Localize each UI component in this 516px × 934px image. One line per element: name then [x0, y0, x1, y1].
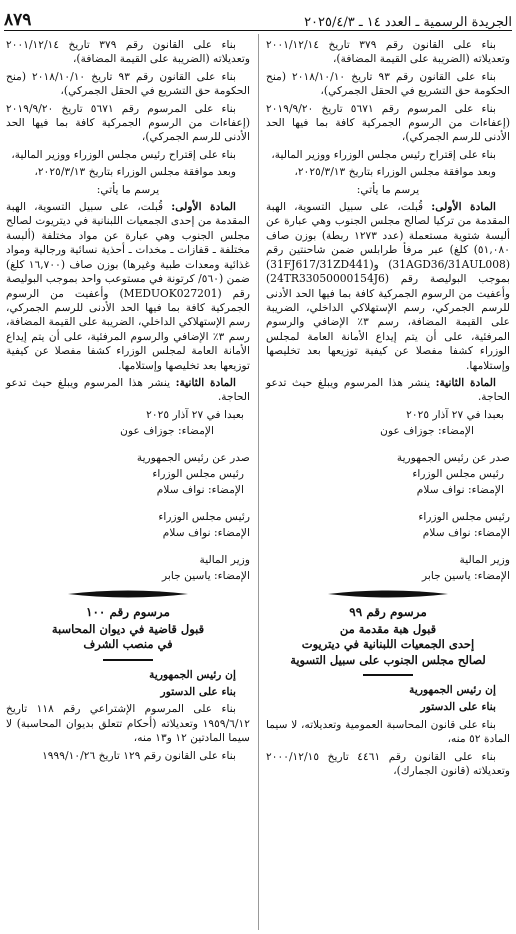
finance-minister-title: وزير المالية	[199, 552, 250, 566]
article-1-label: المادة الأولى:	[431, 200, 496, 214]
finance-minister-signature: الإمضاء: ياسين جابر	[161, 569, 250, 582]
preamble-3: بناء على المرسوم رقم ٥٦٧١ تاريخ ٢٠١٩/٩/٢٠ (إعفاءات من الرسوم الجمركية كافة بما فيها الحد الأدنى للرسم الجمركي)،	[266, 101, 510, 144]
preamble-4: بناء على إقتراح رئيس مجلس الوزراء ووزير المالية،	[11, 147, 236, 161]
preamble-2: بناء على القانون رقم ٩٣ تاريخ ٢٠١٨/١٠/١٠ (منح الحكومة حق التشريع في الحقل الجمركي)،	[266, 69, 510, 98]
article-1	[6, 200, 250, 373]
article-2-label: المادة الثانية:	[435, 375, 497, 389]
preamble-4: بناء على إقتراح رئيس مجلس الوزراء ووزير المالية،	[271, 147, 496, 161]
decrees-line: يرسم ما يأتي:	[356, 182, 420, 196]
decrees-line: يرسم ما يأتي:	[96, 182, 160, 196]
article-1-text: قُبلت، على سبيل التسوية، الهبة المقدمة من إحدى الجمعيات اللبنانية في ديتريوت لصالح مجلس الجنوب وهي عبارة عن مواد مختلفة (ألبسة مختلفة ـ قفازات ـ مخدات ـ أحذية نسائية ورجالية ومواد غذائية ومعدات طبية وغيرها) بوزن صاف (١٦,٧٠٠ كلغ) ضمن (٥٦٠/ كرتونة في مستوعب واحد بموجب البوليصة رقم (MEDUOK027201) وأعفيت من الرسوم الجمركية كافة بما فيها الحد الأدنى للرسم الجمركي، رسم الإستهلاكي الداخلي، الضريبة على القيمة المضافة، رسم ٣٪ الإضافي والرسوم المرفئية، على أن يتم إيداع الأمانة العامة لمجلس الوزراء كشفا مفصلا عن كيفية توزيعها بعد تخليصها وإستلامها.	[6, 200, 251, 372]
decree-title-3: لصالح مجلس الجنوب على سبيل التسوية	[290, 652, 486, 667]
column-divider	[258, 34, 259, 930]
signing-date: بعبدا في ٢٧ آذار ٢٠٢٥	[406, 407, 504, 421]
pm-signature: الإمضاء: نواف سلام	[416, 483, 504, 497]
finance-minister-title: وزير المالية	[459, 552, 510, 566]
section-ornament-small	[266, 673, 510, 677]
preamble-5: وبعد موافقة مجلس الوزراء بتاريخ ٢٠٢٥/٣/١٣،	[34, 165, 236, 179]
decree-title-2: في منصب الشرف	[83, 637, 173, 652]
gazette-title: الجريدة الرسمية ـ العدد ١٤ ـ ٢٠٢٥/٤/٣	[304, 15, 512, 30]
decree-title-1: قبول هبة مقدمة من	[339, 621, 437, 636]
preamble-1: بناء على القانون رقم ٣٧٩ تاريخ ٢٠٠١/١٢/١٤ وتعديلاته (الضريبة على القيمة المضافة)،	[6, 38, 250, 66]
preamble-2: بناء على القانون رقم ٩٣ تاريخ ٢٠١٨/١٠/١٠ (منح الحكومة حق التشريع في الحقل الجمركي)،	[6, 69, 250, 98]
basis-1: بناء على المرسوم الإشتراعي رقم ١١٨ تاريخ ١٩٥٩/٦/١٢ وتعديلاته (أحكام تتعلق بديوان المحاسبة) لا سيما المادتين ١٢ و١٣ منه،	[6, 702, 250, 745]
pm-signature: الإمضاء: نواف سلام	[156, 483, 244, 497]
decree-number: مرسوم رقم ٩٩	[349, 605, 427, 620]
pm-title-2: رئيس مجلس الوزراء	[418, 509, 510, 523]
finance-minister-signature: الإمضاء: ياسين جابر	[421, 569, 510, 582]
president-signature: الإمضاء: جوزاف عون	[380, 424, 474, 438]
pm-signature-2: الإمضاء: نواف سلام	[162, 526, 250, 540]
section-ornament	[266, 589, 510, 599]
article-2	[266, 376, 510, 405]
president-signature: الإمضاء: جوزاف عون	[120, 424, 214, 438]
preamble-5: وبعد موافقة مجلس الوزراء بتاريخ ٢٠٢٥/٣/١٣،	[294, 165, 496, 179]
preamble-1: بناء على القانون رقم ٣٧٩ تاريخ ٢٠٠١/١٢/١٤ وتعديلاته (الضريبة على القيمة المضافة)،	[266, 38, 510, 66]
constitution-line: بناء على الدستور	[420, 700, 496, 714]
constitution-line: بناء على الدستور	[160, 685, 236, 699]
pm-title: رئيس مجلس الوزراء	[152, 466, 244, 480]
basis-2: بناء على القانون رقم ٤٤٦١ تاريخ ٢٠٠٠/١٢/١٥ وتعديلاته (قانون الجمارك)،	[266, 749, 510, 778]
article-1-label: المادة الأولى:	[171, 200, 236, 214]
pm-title-2: رئيس مجلس الوزراء	[158, 509, 250, 523]
article-2-label: المادة الثانية:	[175, 375, 237, 389]
article-2-text: ينشر هذا المرسوم ويبلغ حيث تدعو الحاجة.	[6, 375, 250, 404]
article-1	[266, 200, 510, 373]
pm-title: رئيس مجلس الوزراء	[412, 466, 504, 480]
issued-by: صدر عن رئيس الجمهورية	[396, 450, 510, 464]
left-column	[6, 38, 250, 766]
signing-date: بعبدا في ٢٧ آذار ٢٠٢٥	[146, 407, 244, 421]
article-1-text: قُبلت، على سبيل التسوية، الهبة المقدمة من تركيا لصالح مجلس الجنوب وهي عبارة عن ألبسة شتوية مستعملة (عدد ١٢٧٣ ربطة) بوزن صاف ٥١,٠٨٠) كلغ) عبر مرفأ طرابلس ضمن شاحنتين رقم (31AGD36/31AUL008) و(31FJ617/31ZD441) بموجب البوليصة رقم (24TR33050000154J6) وأعفيت من الرسوم الجمركية كافة بما فيها الحد الأدنى للرسم الجمركي، رسم الإستهلاكي الداخلي، الضريبة على القيمة المضافة، رسم ٣٪ الإضافي والرسوم المرفئية، على أن يتم إيداع الأمانة العامة لمجلس الوزراء كشفا مفصلا عن كيفية توزيعها بعد تخليصها وإستلامها.	[266, 200, 510, 372]
article-2-text: ينشر هذا المرسوم ويبلغ حيث تدعو الحاجة.	[266, 375, 510, 404]
basis-2: بناء على القانون رقم ١٢٩ تاريخ ١٩٩٩/١٠/٢٦	[42, 748, 236, 762]
issued-by: صدر عن رئيس الجمهورية	[136, 450, 250, 464]
page-number: ٨٧٩	[4, 10, 32, 30]
section-ornament	[6, 589, 250, 599]
president-line: إن رئيس الجمهورية	[409, 683, 496, 697]
decree-number: مرسوم رقم ١٠٠	[86, 605, 170, 620]
decree-title-1: قبول قاضية في ديوان المحاسبة	[51, 621, 205, 636]
article-2	[6, 376, 250, 405]
preamble-3: بناء على المرسوم رقم ٥٦٧١ تاريخ ٢٠١٩/٩/٢٠ (إعفاءات من الرسوم الجمركية كافة بما فيها الحد الأدنى للرسم الجمركي)،	[6, 101, 250, 144]
decree-title-2: إحدى الجمعيات اللبنانية في ديتريوت	[301, 637, 475, 652]
president-line: إن رئيس الجمهورية	[149, 667, 236, 681]
pm-signature-2: الإمضاء: نواف سلام	[422, 526, 510, 540]
basis-1: بناء على قانون المحاسبة العمومية وتعديلاته، لا سيما المادة ٥٢ منه،	[266, 717, 510, 746]
page-header	[4, 2, 512, 31]
right-column	[266, 38, 510, 781]
section-ornament-small	[6, 658, 250, 662]
